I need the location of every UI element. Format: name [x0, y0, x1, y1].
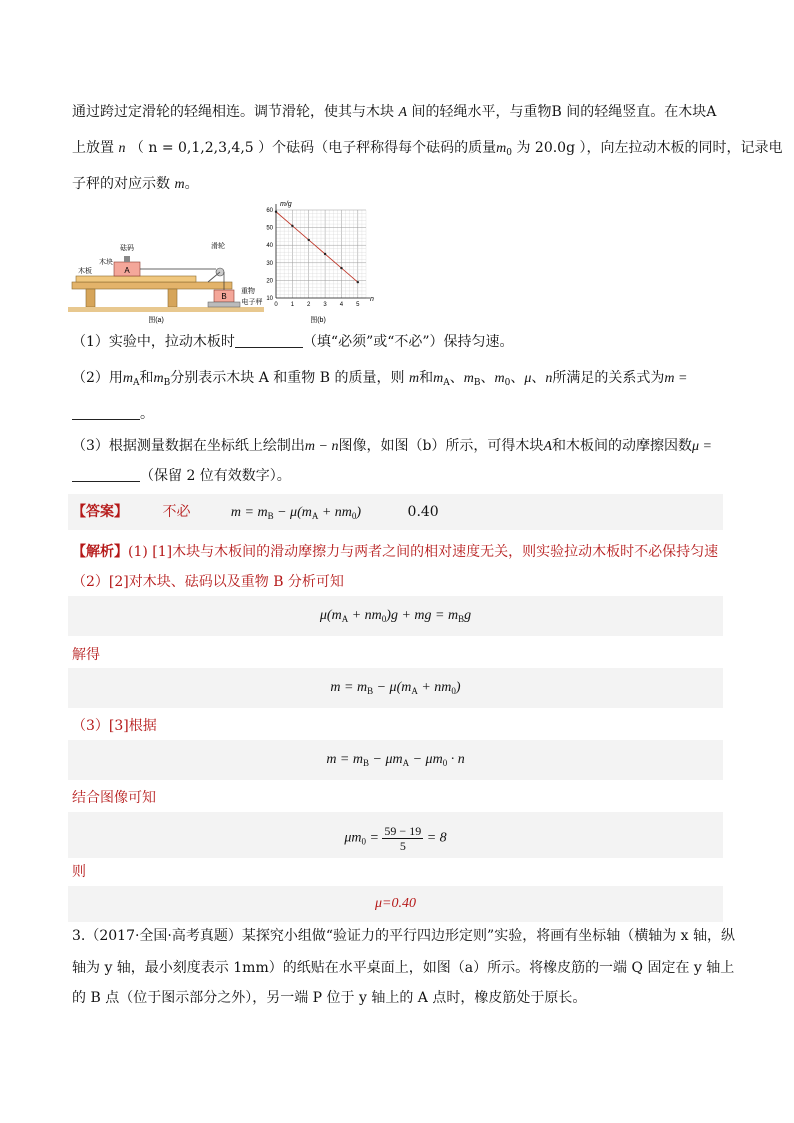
eq-part: m = m — [330, 680, 368, 695]
y-tick-label: 30 — [266, 260, 273, 267]
answer-2-sub: A — [311, 511, 319, 521]
q2-sub: B — [473, 378, 481, 388]
eq-part: · n — [447, 752, 465, 767]
weight-icon — [124, 256, 130, 262]
q2-text: 和 — [419, 370, 434, 386]
data-point — [275, 211, 277, 213]
eq-sub: 0 — [361, 836, 366, 847]
eq-part: μ=0.40 — [375, 896, 416, 911]
eq-sub: B — [362, 758, 369, 768]
intro-var-n: n — [118, 141, 126, 156]
intro-var-m0: m — [496, 141, 507, 156]
equation-2 — [68, 678, 723, 701]
x-tick-label: 3 — [323, 302, 327, 308]
heavy-label: 重物 — [241, 288, 255, 295]
answer-2-sub: B — [267, 511, 274, 521]
y-tick-label: 20 — [266, 278, 273, 285]
answer-1: 不必 — [162, 504, 191, 520]
q2-var: m — [494, 371, 505, 386]
question-1 — [72, 332, 722, 352]
y-tick-label: 50 — [266, 225, 273, 232]
problem-3-line-2 — [72, 958, 735, 978]
board-label: 木板 — [78, 268, 92, 275]
chart-caption: 图(b) — [310, 317, 326, 324]
q2-var: m — [433, 371, 444, 386]
q3-answer-blank[interactable] — [72, 467, 140, 482]
q1-text: （填“必须”或“不必”）保持匀速。 — [302, 334, 514, 350]
analysis-p1 — [72, 542, 724, 562]
x-tick-label: 0 — [274, 302, 278, 308]
eq-part: μm — [344, 830, 362, 846]
q2-var: n — [545, 371, 553, 386]
eq-sub: 0 — [442, 758, 448, 768]
q1-answer-blank[interactable] — [235, 333, 303, 348]
y-tick-label: 40 — [266, 243, 273, 250]
equation-3 — [68, 750, 723, 773]
q2-sub: B — [163, 378, 171, 388]
answer-line — [72, 502, 722, 526]
pulley-label: 滑轮 — [211, 243, 225, 250]
q3-var: m − n — [304, 439, 339, 454]
x-tick-label: 5 — [356, 302, 360, 308]
intro-text: 通过跨过定滑轮的轻绳相连。调节滑轮，使其与木块 — [72, 104, 394, 120]
block-label: 木块 — [99, 259, 113, 266]
analysis-text: 结合图像可知 — [72, 790, 156, 806]
table-leg — [168, 289, 177, 307]
wooden-board — [76, 276, 196, 282]
q3-var: μ = — [692, 439, 712, 454]
intro-line-3 — [72, 174, 722, 195]
q2-var: m — [463, 371, 474, 386]
analysis-solve — [72, 645, 722, 665]
q2-var: μ — [524, 371, 532, 386]
fraction-denominator: 5 — [399, 839, 406, 853]
eq-sub: B — [367, 686, 374, 696]
q2-sub: A — [133, 378, 140, 388]
q1-text: （1）实验中，拉动木板时 — [72, 334, 235, 350]
q2-sep: 、 — [449, 370, 464, 386]
intro-text: 。 — [184, 176, 199, 192]
intro-line-1 — [72, 102, 722, 123]
intro-line-2 — [72, 138, 783, 163]
data-point — [291, 225, 293, 227]
problem-3-text: 轴为 y 轴，最小刻度表示 1mm）的纸贴在水平桌面上，如图（a）所示。将橡皮筋的一端 Q 固定在 y 轴上 — [72, 960, 735, 976]
x-tick-label: 4 — [339, 302, 344, 308]
question-2-blank-line — [72, 404, 722, 424]
problem-3-text: 3.（2017·全国·高考真题）某探究小组做“验证力的平行四边形定则”实验，将画有坐标轴（横轴为 x 轴，纵 — [72, 928, 735, 944]
eq-sub: A — [411, 686, 418, 696]
eq-sub: 0 — [451, 686, 456, 696]
intro-text: 为 20.0g ），向左拉动木板的同时，记录电 — [516, 140, 783, 156]
answer-2-part: − μ(m — [273, 505, 312, 520]
block-a-label: A — [124, 266, 130, 275]
fraction-numerator: 59 − 19 — [384, 824, 422, 838]
q3-text: 和木板间的动摩擦因数 — [552, 438, 692, 454]
data-point — [324, 253, 326, 255]
question-3-blank-line — [72, 466, 722, 486]
analysis-text: （3）[3]根据 — [72, 718, 157, 734]
weights-label: 砝码 — [120, 245, 134, 252]
eq-part: − μm — [409, 752, 443, 767]
analysis-p3 — [72, 716, 722, 736]
analysis-p2 — [72, 572, 722, 592]
eq-part: = 8 — [423, 830, 447, 846]
answer-2-part: + nm — [318, 505, 352, 520]
question-2 — [72, 368, 722, 393]
chart-ticks — [266, 208, 360, 308]
q2-answer-blank[interactable] — [72, 405, 140, 420]
electronic-scale — [208, 302, 240, 307]
analysis-then — [72, 862, 722, 882]
eq-sub: A — [341, 614, 349, 624]
q2-sep: 、 — [510, 370, 525, 386]
q2-sep: 、 — [480, 370, 495, 386]
q2-var: m — [408, 371, 420, 386]
q2-sub: A — [443, 378, 450, 388]
analysis-text: 则 — [72, 864, 86, 880]
q3-text: （保留 2 位有效数字）。 — [140, 468, 291, 484]
answer-2-part: m = m — [230, 505, 268, 520]
weight-b-label: B — [221, 292, 227, 301]
answer-3: 0.40 — [407, 504, 439, 520]
data-point — [340, 267, 342, 269]
chart-xlabel: n — [370, 296, 374, 303]
intro-var-m: m — [174, 177, 185, 192]
analysis-text: （2）[2]对木块、砝码以及重物 B 分析可知 — [72, 574, 344, 590]
x-tick-label: 2 — [307, 302, 311, 308]
figure-a-caption: 图(a) — [148, 317, 164, 324]
table-top — [72, 282, 232, 289]
eq-part: = — [365, 830, 383, 846]
q2-sub: 0 — [504, 378, 511, 388]
q2-text: 。 — [140, 406, 154, 422]
q2-var: m — [122, 371, 134, 386]
m-n-chart — [258, 198, 378, 326]
equation-5 — [68, 894, 723, 914]
intro-text: （ n = 0,1,2,3,4,5 ）个砝码（电子秤称得每个砝码的质量 — [129, 140, 497, 156]
intro-text: 上放置 — [72, 140, 114, 156]
equation-4 — [68, 824, 723, 853]
eq-fraction — [382, 824, 423, 853]
q3-var: A — [543, 439, 552, 454]
answer-tag: 【答案】 — [72, 504, 128, 520]
analysis-combine — [72, 788, 722, 808]
q2-text: （2）用 — [72, 370, 123, 386]
eq-part: )g + mg = m — [386, 608, 459, 623]
data-point — [357, 281, 359, 283]
equation-1 — [68, 606, 723, 629]
q2-sep: 、 — [531, 370, 546, 386]
apparatus-figure — [68, 238, 268, 326]
eq-part: − μ(m — [373, 680, 412, 695]
q2-var: m — [153, 371, 164, 386]
question-3 — [72, 436, 722, 457]
floor — [68, 307, 264, 312]
eq-part: ) — [455, 680, 461, 695]
eq-sub: A — [402, 758, 410, 768]
data-point — [308, 239, 310, 241]
q2-text: 和 — [139, 370, 154, 386]
eq-part: m = m — [326, 752, 363, 767]
q2-text: 所满足的关系式为 — [552, 370, 665, 386]
pulley-mount — [208, 272, 220, 282]
eq-part: μ(m — [319, 608, 342, 623]
eq-sub: 0 — [381, 614, 387, 624]
eq-sub: B — [458, 614, 465, 624]
eq-part: − μm — [369, 752, 403, 767]
eq-part: + nm — [348, 608, 382, 623]
answer-2 — [231, 505, 361, 520]
problem-3-text: 的 B 点（位于图示部分之外），另一端 P 位于 y 轴上的 A 点时，橡皮筋处于原长。 — [72, 990, 587, 1006]
y-tick-label: 60 — [266, 208, 273, 214]
answer-2-part: ) — [356, 505, 362, 520]
table-leg — [86, 289, 95, 307]
intro-text: 子秤的对应示数 — [72, 176, 170, 192]
chart-ylabel: m/g — [280, 201, 292, 208]
eq-part: + nm — [417, 680, 452, 695]
q3-text: （3）根据测量数据在坐标纸上绘制出 — [72, 438, 305, 454]
analysis-tag: 【解析】 — [72, 544, 128, 560]
problem-3-line-1 — [72, 926, 735, 946]
analysis-text: 解得 — [72, 647, 100, 663]
problem-3-line-3 — [72, 988, 722, 1008]
scale-label: 电子秤 — [241, 299, 263, 306]
intro-var-A: A — [398, 105, 408, 120]
answer-2-sub: 0 — [351, 511, 357, 521]
y-tick-label: 10 — [266, 296, 273, 302]
q2-var: m = — [664, 371, 688, 386]
q3-text: 图像，如图（b）所示，可得木块 — [338, 438, 544, 454]
analysis-text: (1) [1]木块与木板间的滑动摩擦力与两者之间的相对速度无关，则实验拉动木板时不必保持匀速 — [128, 544, 719, 560]
q2-text: 分别表示木块 A 和重物 B 的质量，则 — [170, 370, 405, 386]
intro-text: 间的轻绳水平，与重物B 间的轻绳竖直。在木块A — [411, 104, 717, 120]
eq-part: g — [464, 608, 472, 623]
x-tick-label: 1 — [290, 302, 295, 308]
intro-sub: 0 — [506, 148, 513, 158]
